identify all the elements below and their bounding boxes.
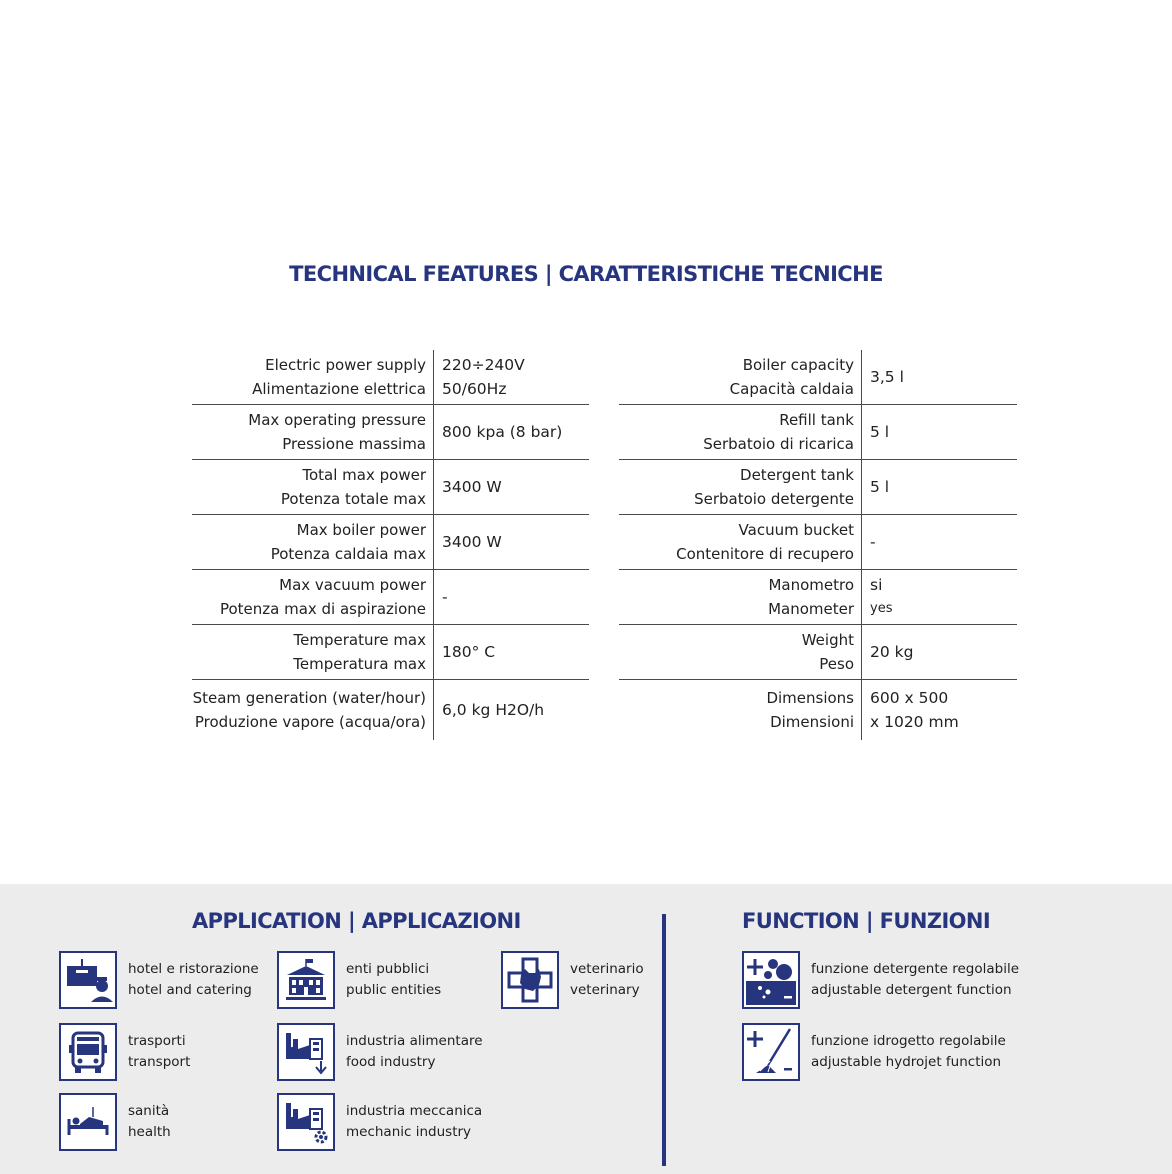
spec-row — [619, 460, 1017, 515]
spec-value — [862, 515, 876, 569]
spec-row — [619, 680, 1017, 740]
function-item-hydrojet — [742, 1023, 1006, 1081]
section-divider — [662, 914, 666, 1166]
spec-label-en: Boiler capacity — [742, 356, 854, 374]
spec-value — [434, 680, 544, 740]
function-title: FUNCTION | FUNZIONI — [742, 909, 991, 933]
application-label-it: industria alimentare — [346, 1033, 483, 1049]
spec-value-line1: 20 kg — [870, 643, 914, 661]
veterinary-cross-icon — [501, 951, 559, 1009]
spec-label-it: Alimentazione elettrica — [252, 380, 426, 398]
spec-label-it: Potenza totale max — [280, 490, 426, 508]
application-label-en: hotel and catering — [128, 982, 252, 998]
spec-row — [192, 460, 589, 515]
application-label-en: health — [128, 1124, 171, 1140]
function-text — [811, 959, 1019, 1001]
application-text — [570, 959, 644, 1001]
spec-table-right — [619, 350, 1017, 740]
spec-value — [862, 680, 959, 740]
function-item-detergent — [742, 951, 1019, 1009]
application-text — [346, 959, 441, 1001]
spec-value-line1: 600 x 500 — [870, 689, 949, 707]
spec-value-line1: - — [442, 588, 448, 606]
spec-value-line1: 3400 W — [442, 533, 502, 551]
application-item-veterinary — [501, 951, 644, 1009]
application-item-transport — [59, 1023, 190, 1081]
spec-label — [192, 405, 434, 459]
spec-label-en: Refill tank — [779, 411, 854, 429]
spec-label-en: Weight — [801, 631, 854, 649]
spec-label-it: Manometer — [768, 600, 854, 618]
spec-label — [619, 515, 862, 569]
spec-label-it: Produzione vapore (acqua/ora) — [194, 713, 426, 731]
function-label-en: adjustable detergent function — [811, 982, 1012, 998]
spec-value — [434, 405, 562, 459]
application-item-mechanic — [277, 1093, 482, 1151]
spec-label-en: Temperature max — [293, 631, 426, 649]
hydrojet-adjust-icon — [742, 1023, 800, 1081]
spec-label-it: Capacità caldaia — [729, 380, 854, 398]
application-text — [128, 1101, 171, 1143]
spec-label — [192, 515, 434, 569]
spec-row — [192, 625, 589, 680]
spec-row — [619, 570, 1017, 625]
application-title: APPLICATION | APPLICAZIONI — [192, 909, 521, 933]
spec-value-line1: 5 l — [870, 423, 890, 441]
application-item-hotel — [59, 951, 259, 1009]
application-item-health — [59, 1093, 171, 1151]
spec-value — [862, 570, 892, 624]
function-label-en: adjustable hydrojet function — [811, 1054, 1002, 1070]
spec-label — [192, 625, 434, 679]
application-text — [128, 1031, 190, 1073]
spec-label-it: Serbatoio di ricarica — [703, 435, 854, 453]
spec-label-en: Electric power supply — [265, 356, 426, 374]
application-item-food — [277, 1023, 483, 1081]
spec-value — [434, 460, 502, 514]
spec-value-line1: 220÷240V — [442, 356, 525, 374]
spec-label — [619, 350, 862, 404]
spec-value-line1: 3400 W — [442, 478, 502, 496]
spec-label — [619, 625, 862, 679]
spec-value-line2: yes — [870, 601, 893, 616]
spec-row — [619, 515, 1017, 570]
spec-label — [192, 350, 434, 404]
technical-features-title: TECHNICAL FEATURES | CARATTERISTICHE TECNICHE — [289, 262, 883, 286]
spec-label-en: Dimensions — [766, 689, 854, 707]
application-label-it: industria meccanica — [346, 1103, 483, 1119]
application-text — [346, 1101, 482, 1143]
application-item-public — [277, 951, 441, 1009]
spec-label-it: Temperatura max — [293, 655, 426, 673]
spec-label-en: Steam generation (water/hour) — [192, 689, 426, 707]
spec-table-left — [192, 350, 589, 740]
application-label-it: enti pubblici — [346, 961, 430, 977]
spec-row — [192, 570, 589, 625]
spec-row — [192, 515, 589, 570]
spec-value — [434, 515, 502, 569]
application-label-en: mechanic industry — [346, 1124, 472, 1140]
spec-value-line2: 50/60Hz — [442, 380, 507, 398]
spec-value — [434, 350, 525, 404]
spec-label-it: Potenza caldaia max — [270, 545, 426, 563]
spec-value-line1: 800 kpa (8 bar) — [442, 423, 563, 441]
spec-value — [434, 625, 495, 679]
spec-label — [619, 570, 862, 624]
application-label-it: sanità — [128, 1103, 170, 1119]
spec-label-it: Potenza max di aspirazione — [219, 600, 426, 618]
bus-icon — [59, 1023, 117, 1081]
application-text — [128, 959, 259, 1001]
spec-row — [619, 625, 1017, 680]
spec-label-it: Peso — [819, 655, 854, 673]
spec-value — [434, 570, 448, 624]
spec-value-line1: 180° C — [442, 643, 496, 661]
application-text — [346, 1031, 483, 1073]
application-label-it: trasporti — [128, 1033, 186, 1049]
spec-row — [192, 405, 589, 460]
spec-label-it: Contenitore di recupero — [676, 545, 854, 563]
spec-value-line1: 6,0 kg H2O/h — [442, 701, 545, 719]
function-text — [811, 1031, 1006, 1073]
hospital-bed-icon — [59, 1093, 117, 1151]
application-label-it: veterinario — [570, 961, 644, 977]
spec-value-line1: - — [870, 533, 876, 551]
spec-value-line2: x 1020 mm — [870, 713, 959, 731]
public-building-icon — [277, 951, 335, 1009]
application-label-en: transport — [128, 1054, 191, 1070]
spec-label-en: Max operating pressure — [248, 411, 426, 429]
spec-value — [862, 350, 904, 404]
spec-label-it: Pressione massima — [282, 435, 426, 453]
spec-row — [192, 350, 589, 405]
spec-row — [192, 680, 589, 740]
spec-label — [192, 570, 434, 624]
spec-label — [192, 680, 434, 740]
function-label-it: funzione idrogetto regolabile — [811, 1033, 1006, 1049]
spec-label-it: Dimensioni — [770, 713, 854, 731]
spec-label-en: Max vacuum power — [279, 576, 426, 594]
spec-value — [862, 625, 913, 679]
spec-value-line1: si — [870, 576, 883, 594]
spec-label — [619, 405, 862, 459]
application-label-en: food industry — [346, 1054, 436, 1070]
application-label-en: public entities — [346, 982, 442, 998]
spec-value-line1: 3,5 l — [870, 368, 904, 386]
detergent-adjust-icon — [742, 951, 800, 1009]
spec-label-en: Total max power — [302, 466, 426, 484]
spec-label-en: Detergent tank — [740, 466, 854, 484]
function-label-it: funzione detergente regolabile — [811, 961, 1020, 977]
spec-label — [192, 460, 434, 514]
spec-value — [862, 405, 889, 459]
spec-label-it: Serbatoio detergente — [694, 490, 854, 508]
spec-label-en: Vacuum bucket — [738, 521, 854, 539]
spec-row — [619, 405, 1017, 460]
mechanic-factory-icon — [277, 1093, 335, 1151]
food-factory-icon — [277, 1023, 335, 1081]
spec-label — [619, 460, 862, 514]
spec-value — [862, 460, 889, 514]
application-label-it: hotel e ristorazione — [128, 961, 259, 977]
application-label-en: veterinary — [570, 982, 640, 998]
spec-value-line1: 5 l — [870, 478, 890, 496]
spec-label-en: Max boiler power — [296, 521, 426, 539]
spec-label-en: Manometro — [768, 576, 854, 594]
hotel-catering-icon — [59, 951, 117, 1009]
spec-label — [619, 680, 862, 740]
spec-row — [619, 350, 1017, 405]
